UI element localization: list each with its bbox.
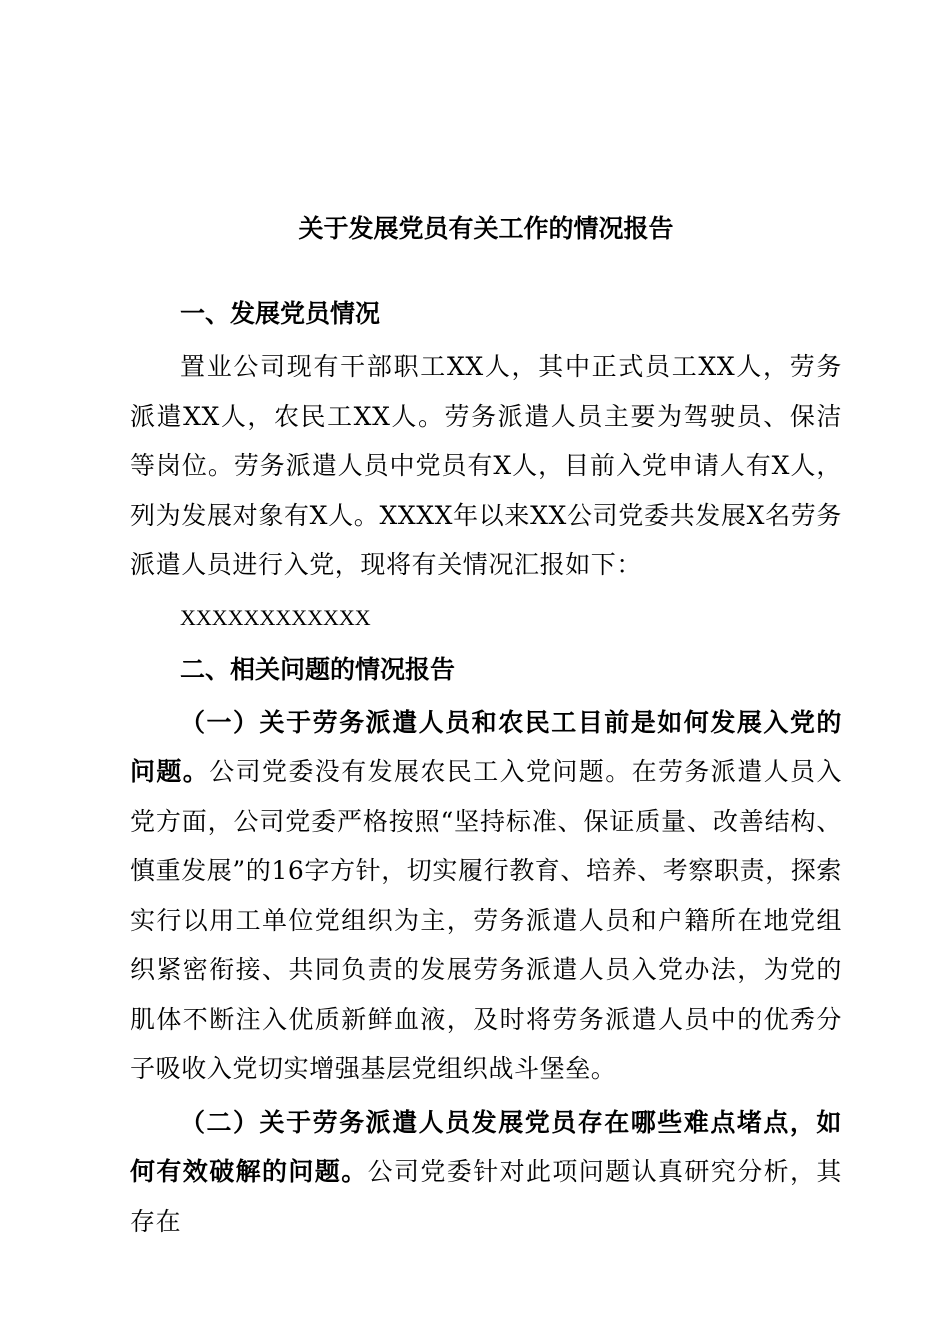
item-2-lead: （二）关于劳务派遣人员发展党员存在哪些难点堵点，如何有效破解的问题。 bbox=[130, 1107, 842, 1186]
item-1-lead: （一）关于劳务派遣人员和农民工目前是如何发展入党的问题。 bbox=[130, 707, 842, 786]
item-2-body: 公司党委针对此项问题认真研究分析，其存在 bbox=[130, 1157, 842, 1236]
item-1-body: 公司党委没有发展农民工入党问题。在劳务派遣人员入党方面，公司党委严格按照“坚持标准、保证质量、改善结构、慎重发展”的16字方针，切实履行教育、培养、考察职责，探索实行以用工单位党组织为主，劳务派遣人员和户籍所在地党组织紧密衔接、共同负责的发展劳务派遣人员入党办法，为党的肌体不断注入优质新鲜血液，及时将劳务派遣人员中的优秀分子吸收入党切实增强基层党组织战斗堡垒。 bbox=[130, 757, 842, 1083]
section-1-paragraph: 置业公司现有干部职工XX人，其中正式员工XX人，劳务派遣XX人，农民工XX人。劳务派遣人员主要为驾驶员、保洁等岗位。劳务派遣人员中党员有X人，目前入党申请人有X人，列为发展对象有X人。XXXX年以来XX公司党委共发展X名劳务派遣人员进行入党，现将有关情况汇报如下： bbox=[130, 352, 842, 579]
document-body bbox=[130, 208, 842, 1250]
item-1-paragraph bbox=[130, 698, 842, 1094]
section-heading-1: 一、发展党员情况 bbox=[180, 299, 381, 328]
item-2-paragraph bbox=[130, 1098, 842, 1247]
document-title: 关于发展党员有关工作的情况报告 bbox=[298, 214, 674, 243]
placeholder-line: XXXXXXXXXXXX bbox=[180, 604, 371, 630]
section-heading-2: 二、相关问题的情况报告 bbox=[180, 654, 456, 684]
